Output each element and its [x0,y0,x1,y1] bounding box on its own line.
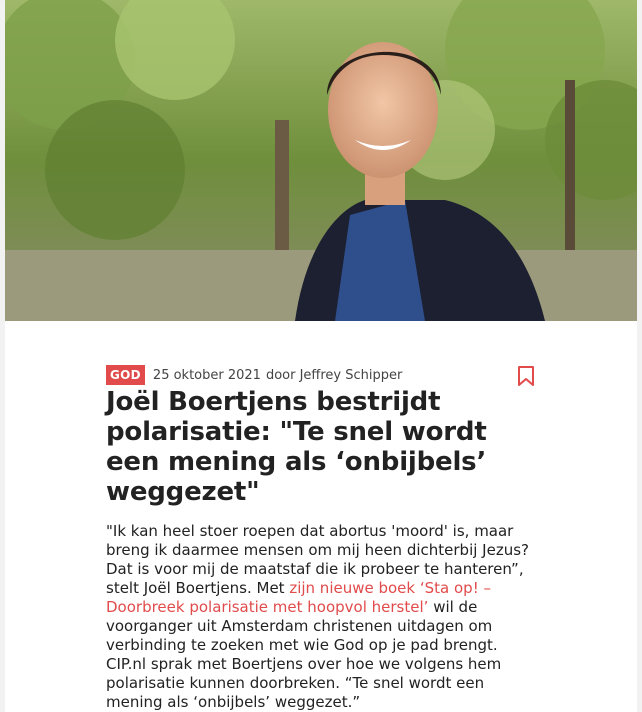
category-tag[interactable]: GOD [106,365,145,385]
article-meta [106,364,538,386]
hero-image [5,0,637,321]
bookmark-button[interactable] [516,365,536,387]
page-gutter-right [637,0,642,712]
lede-text-start: "Ik kan heel stoer roepen dat abortus 'moord' is, maar breng ik daarmee mensen om mij heen dichterbij Jezus? Dat is voor mij de maatstaf die ik probeer te hanteren”, stelt Joël Boertjens. Met [106,522,529,597]
lede-text-end: wil de voorganger uit Amsterdam christenen uitdagen om verbinding te zoeken met wie God op je pad brengt. CIP.nl sprak met Boertjens over hoe we volgens hem polarisatie kunnen doorbreken. “Te snel wordt een mening als ‘onbijbels’ weggezet.” [106,598,502,711]
hero-photo [5,0,637,321]
article-title: Joël Boertjens bestrijdt polarisatie: "Te snel wordt een mening als ‘onbijbels’ weggezet" [106,387,487,507]
article-lede [106,522,536,712]
bookmark-icon [516,365,536,387]
publish-date: 25 oktober 2021 [152,367,261,383]
byline[interactable]: door Jeffrey Schipper [265,367,403,383]
book-link[interactable]: zijn nieuwe boek ‘Sta op! – Doorbreek polarisatie met hoopvol herstel’ [106,579,491,616]
